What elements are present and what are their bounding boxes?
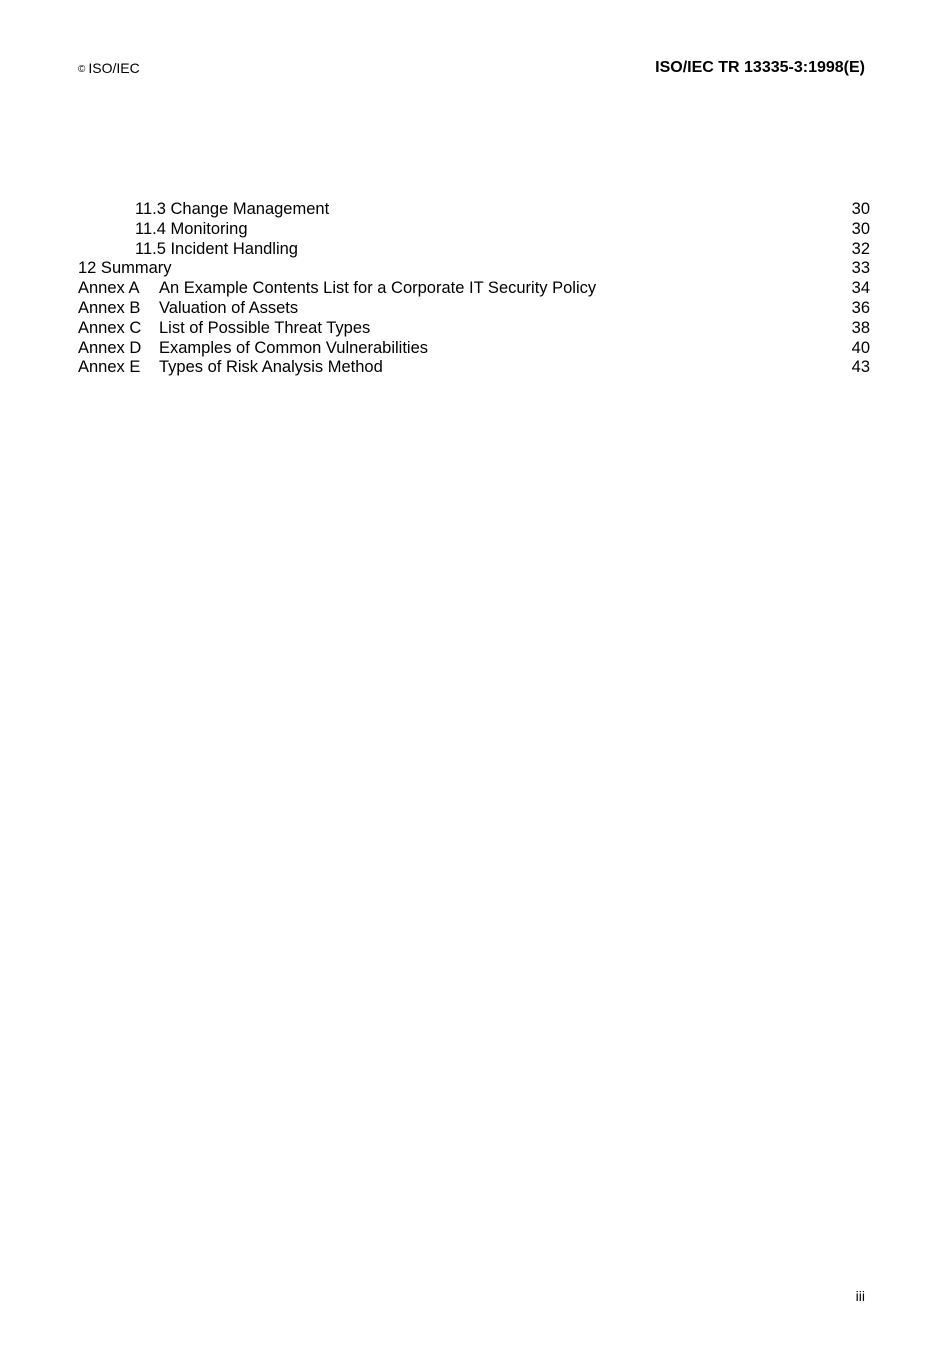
- toc-entry-page: 32: [851, 239, 870, 258]
- toc-entry-title: 11.5 Incident Handling: [135, 239, 298, 258]
- annex-label: Annex E: [78, 358, 141, 377]
- toc-annex-entry[interactable]: [78, 319, 870, 339]
- toc-entry-page: 34: [851, 279, 870, 298]
- toc-entry-page: 40: [851, 338, 870, 357]
- header-org: ISO/IEC: [88, 60, 140, 76]
- toc-entry-title: 11.3 Change Management: [135, 200, 330, 218]
- toc-entry-title: 12 Summary: [78, 259, 172, 278]
- toc-entry-page: 30: [851, 219, 870, 238]
- toc-entry[interactable]: [78, 240, 870, 260]
- toc-entry-page: 36: [851, 298, 870, 317]
- copyright-symbol: ©: [78, 64, 86, 75]
- annex-label: Annex C: [78, 318, 142, 337]
- table-of-contents: [78, 200, 870, 378]
- annex-label: Annex B: [78, 298, 141, 317]
- toc-annex-entry[interactable]: [78, 299, 870, 319]
- toc-entry-page: 30: [851, 200, 870, 218]
- toc-entry[interactable]: [78, 200, 870, 220]
- annex-title: An Example Contents List for a Corporate IT Security Policy: [159, 279, 597, 298]
- document-identifier: ISO/IEC TR 13335-3:1998(E): [655, 59, 865, 76]
- annex-title: Examples of Common Vulnerabilities: [159, 338, 429, 357]
- annex-label: Annex D: [78, 338, 142, 357]
- header-copyright: [78, 59, 140, 79]
- toc-entry[interactable]: [78, 220, 870, 240]
- toc-entry-title: 11.4 Monitoring: [135, 219, 248, 238]
- annex-title: Valuation of Assets: [159, 298, 299, 317]
- annex-label: Annex A: [78, 279, 140, 298]
- toc-annex-entry[interactable]: [78, 339, 870, 359]
- toc-annex-entry[interactable]: [78, 358, 870, 378]
- page-number: iii: [855, 1288, 865, 1304]
- toc-entry-page: 43: [851, 358, 870, 377]
- annex-title: List of Possible Threat Types: [159, 318, 371, 337]
- toc-entry-page: 33: [851, 259, 870, 278]
- annex-title: Types of Risk Analysis Method: [159, 358, 383, 377]
- toc-entry[interactable]: [78, 259, 870, 279]
- toc-entry-page: 38: [851, 318, 870, 337]
- toc-annex-entry[interactable]: [78, 279, 870, 299]
